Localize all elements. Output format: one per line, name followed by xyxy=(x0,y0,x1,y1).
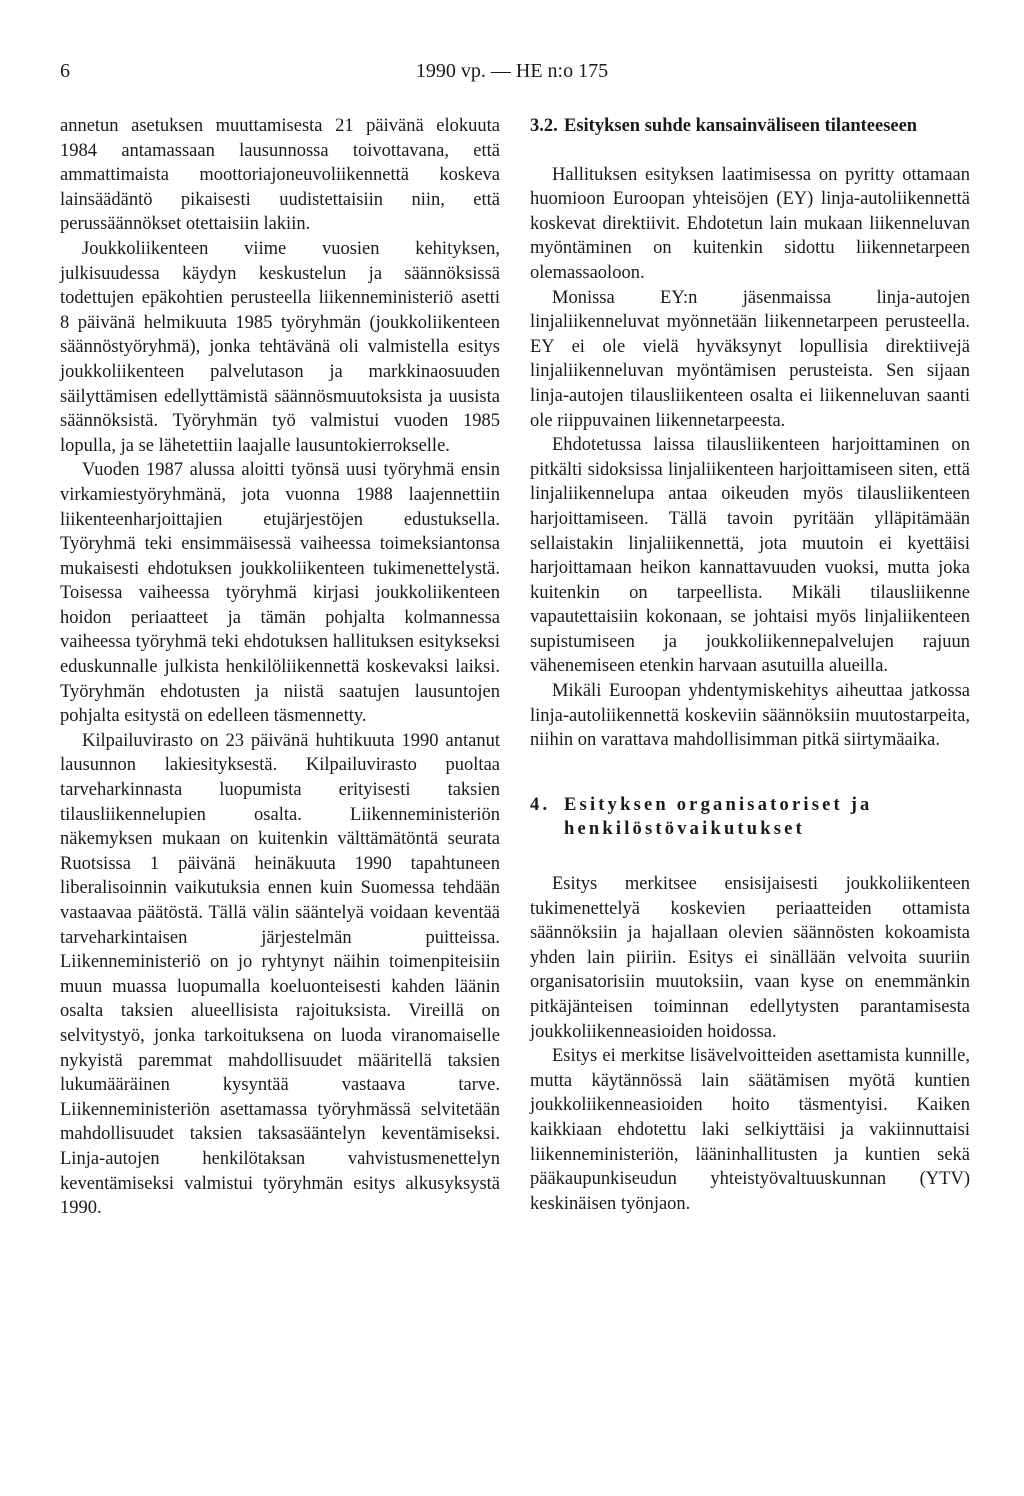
paragraph: Vuoden 1987 alussa aloitti työnsä uusi työryhmä ensin virkamiestyöryhmänä, jota vuonna 1988 laajennettiin liikenteenharjoittajien etujärjestöjen edustuksella. Työryhmä teki ensimmäisessä vaiheessa toimeksiantonsa mukaisesti ehdotuksen joukkoliikenteen tukimenettelystä. Toisessa vaiheessa työryhmä kirjasi joukkoliikenteen hoidon periaatteet ja tämän pohjalta kolmannessa vaiheessa työryhmä teki ehdotuksen hallituksen esitykseksi eduskunnalle julkista henkilöliikennettä koskevaksi laiksi. Työryhmän ehdotusten ja niistä saatujen lausuntojen pohjalta esitystä on edelleen täsmennetty. xyxy=(60,460,500,727)
paragraph: Joukkoliikenteen viime vuosien kehityksen, julkisuudessa käydyn keskustelun ja säännöksissä todettujen epäkohtien perusteella liikenneministeriö asetti 8 päivänä helmikuuta 1985 työryhmän (joukkoliikenteen säännöstyöryhmä), jonka tehtävänä oli valmistella esitys joukkoliikenteen palvelutason ja markkinaosuuden säilyttämisen edellyttämistä säännösmuutoksista ja uusista säännöksistä. Työryhmän työ valmistui vuoden 1985 lopulla, ja se lähetettiin laajalle lausuntokierrokselle. xyxy=(60,238,500,456)
paragraph: Hallituksen esityksen laatimisessa on pyritty ottamaan huomioon Euroopan yhteisöjen (EY) linja-autoliikennettä koskevat direktiivit. Ehdotetun lain mukaan liikenneluvan myöntäminen on kuitenkin sidottu liikennetarpeen olemassaoloon. xyxy=(530,164,970,283)
page-number: 6 xyxy=(60,60,70,82)
paragraph: annetun asetuksen muuttamisesta 21 päivänä elokuuta 1984 antamassaan lausunnossa toivottavana, että ammattimaista moottoriajoneuvoliikennettä koskeva lainsäädäntö pikaisesti uudistettaisiin niin, että perussäännökset otettaisiin lakiin. xyxy=(60,116,500,235)
paragraph: Esitys ei merkitse lisävelvoitteiden asettamista kunnille, mutta käytännössä lain säätämisen myötä kuntien joukkoliikenneasioiden hoito täsmentyisi. Kaiken kaikkiaan ehdotettu laki selkiyttäisi ja vakiinnuttaisi liikenneministeriön, lääninhallitusten ja kuntien sekä pääkaupunkiseudun yhteistyövaltuuskunnan (YTV) keskinäisen työnjaon. xyxy=(530,1046,970,1214)
section-title: Esityksen suhde kansainväliseen tilanteeseen xyxy=(564,116,918,136)
paragraph: Ehdotetussa laissa tilausliikenteen harjoittaminen on pitkälti sidoksissa linjaliikenteen harjoittamiseen siten, että linjaliikennelupa antaa oikeuden myös tilausliikenteen harjoittamiseen. Tällä tavoin pyritään ylläpitämään sellaistakin linjaliikennettä, jota muutoin ei kyettäisi harjoittamaan heikon kannattavuuden vuoksi, mutta joka kuitenkin on tarpeellista. Mikäli tilausliikenne vapautettaisiin kokonaan, se johtaisi myös linjaliikenteen supistumiseen ja joukkoliikennepalvelujen rajuun vähenemiseen etenkin harvaan asutuilla alueilla. xyxy=(530,435,970,677)
paragraph: Kilpailuvirasto on 23 päivänä huhtikuuta 1990 antanut lausunnon lakiesityksestä. Kilpailuvirasto puoltaa tarveharkinnasta luopumista erityisesti taksien tilausliikennelupien osalta. Liikenneministeriön näkemyksen mukaan on kuitenkin välttämätöntä seurata Ruotsissa 1 päivänä heinäkuuta 1990 tapahtuneen liberalisoinnin vaikutuksia ennen kuin Suomessa tehdään vastaavaa päätöstä. Tällä välin sääntelyä voidaan keventää tarveharkintaisen järjestelmän puitteissa. Liikenneministeriö on jo ryhtynyt näihin toimenpiteisiin muun muassa luopumalla koeluonteisesti kahden läänin osalta taksien alueellisista rajoituksista. Vireillä on selvitystyö, jonka tarkoituksena on luoda viranomaiselle nykyistä paremmat mahdollisuudet määritellä taksien lukumääräinen kysyntää vastaava tarve. Liikenneministeriön asettamassa työryhmässä selvitetään mahdollisuudet taksien taksasääntelyn keventämiseksi. Linja-autojen henkilötaksan vahvistusmenettelyn keventämiseksi valmistui työryhmän esitys alkusyksystä 1990. xyxy=(60,730,500,1219)
section-number: 4. xyxy=(530,794,551,815)
right-column xyxy=(530,114,970,1216)
section-heading-3-2 xyxy=(530,114,970,139)
left-column xyxy=(60,114,500,1221)
running-head: 1990 vp. — HE n:o 175 xyxy=(415,60,609,82)
paragraph: Esitys merkitsee ensisijaisesti joukkoliikenteen tukimenettelyä koskevien periaatteiden ottamista säännöksiin ja hajallaan olevien säännösten kokoamista yhden lain piiriin. Esitys ei sinällään velvoita suuriin organisatorisiin muutoksiin, vaan kyse on enemmänkin pitkäjänteisen toiminnan edellytysten parantamisesta joukkoliikenneasioiden hoidossa. xyxy=(530,874,970,1042)
section-title: Esityksen organisatoriset ja henkilöstövaikutukset xyxy=(564,794,873,840)
section-heading-4 xyxy=(530,793,970,842)
paragraph: Mikäli Euroopan yhdentymiskehitys aiheuttaa jatkossa linja-autoliikennettä koskeviin säännöksiin muutostarpeita, niihin on varattava mahdollisimman pitkä siirtymäaika. xyxy=(530,681,970,751)
paragraph: Monissa EY:n jäsenmaissa linja-autojen linjaliikenneluvat myönnetään liikennetarpeen perusteella. EY ei ole vielä hyväksynyt lopullisia direktiivejä linjaliikenneluvan myöntämisen perusteista. Sen sijaan linja-autojen tilausliikenteen osalta ei liikenneluvan saanti ole riippuvainen liikennetarpeesta. xyxy=(530,287,970,431)
page-header xyxy=(60,60,964,88)
section-number: 3.2. xyxy=(530,116,558,136)
